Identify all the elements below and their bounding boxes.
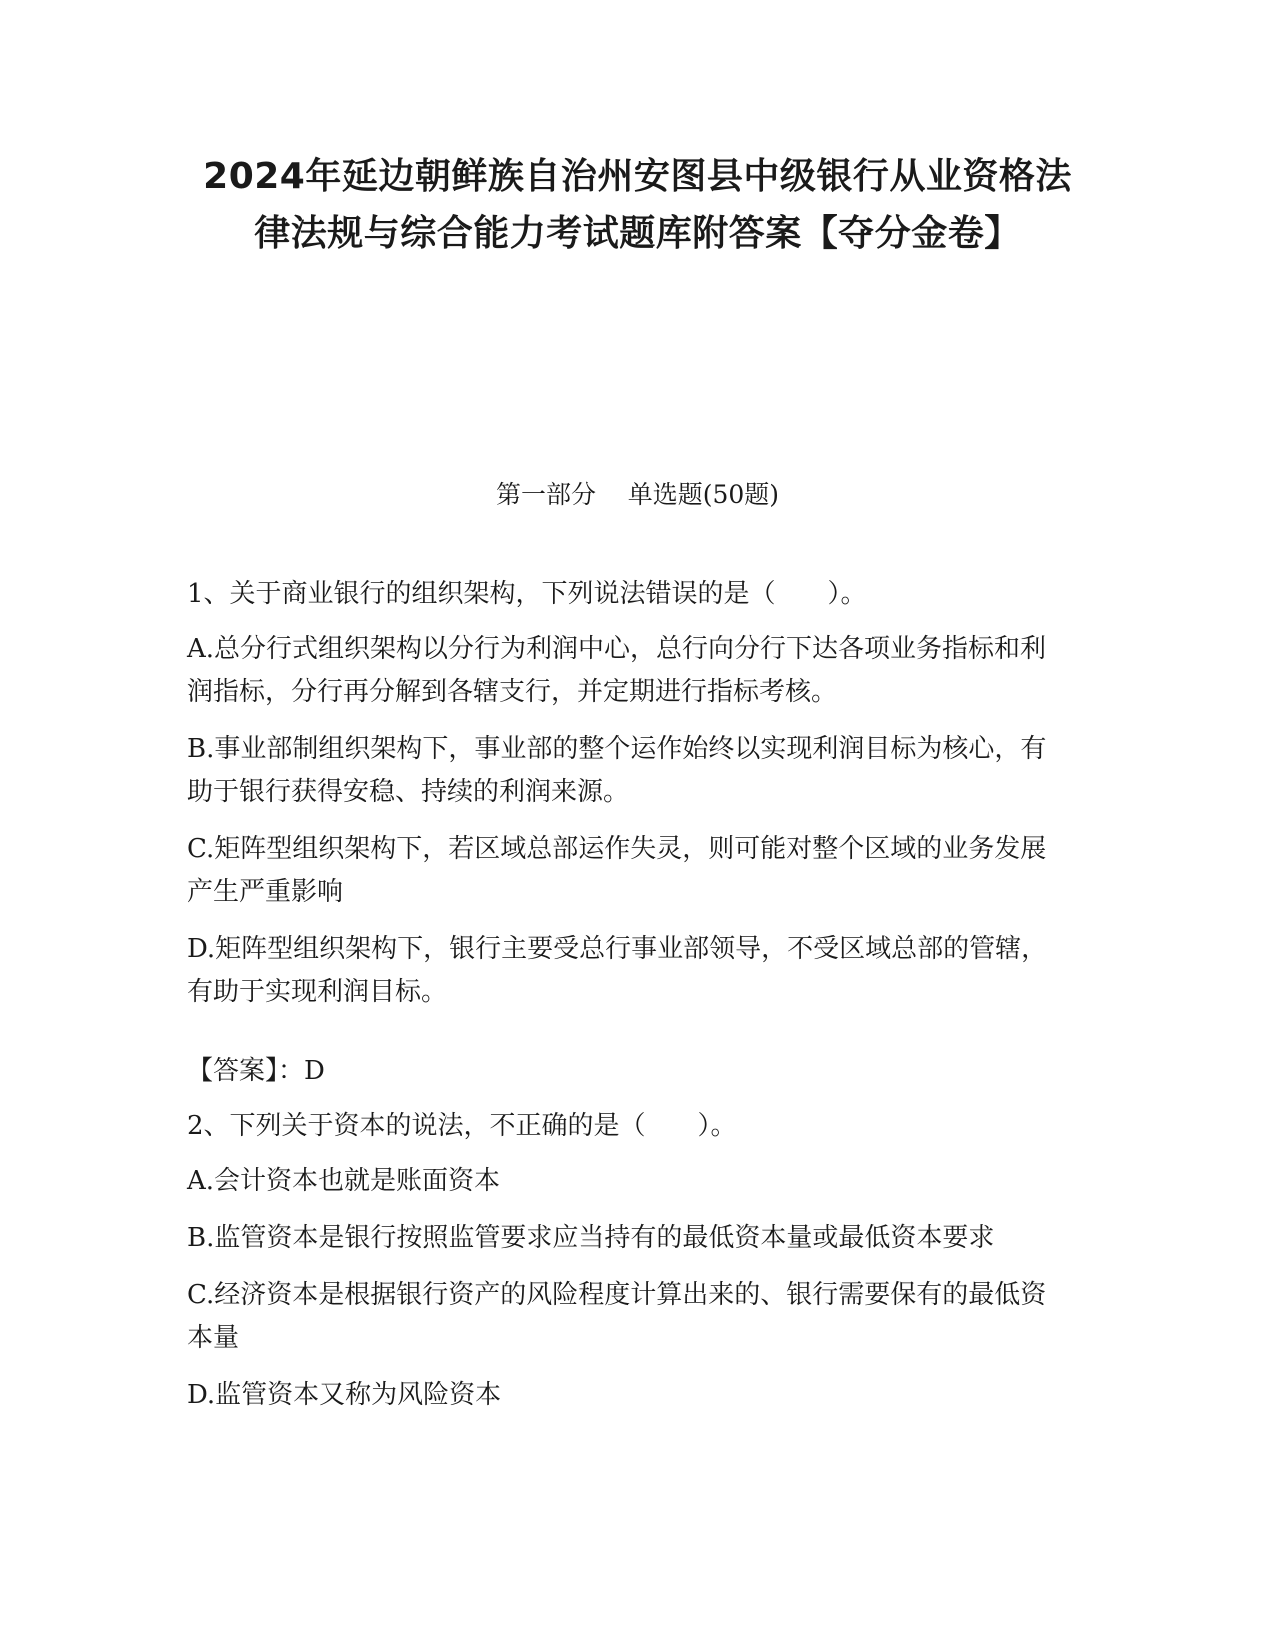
question-list [187, 573, 1067, 1431]
option-c: C.矩阵型组织架构下，若区域总部运作失灵，则可能对整个区域的业务发展产生严重影响 [187, 834, 1047, 907]
option-b: B.事业部制组织架构下，事业部的整个运作始终以实现利润目标为核心，有助于银行获得安稳、持续的利润来源。 [187, 734, 1047, 807]
option-b: B.监管资本是银行按照监管要求应当持有的最低资本量或最低资本要求 [187, 1223, 995, 1253]
question-2 [187, 1105, 1067, 1417]
document-title: 2024年延边朝鲜族自治州安图县中级银行从业资格法律法规与综合能力考试题库附答案【夺分金卷】 [203, 156, 1072, 254]
question-stem: 2、下列关于资本的说法，不正确的是（ ）。 [187, 1111, 737, 1141]
section-heading: 第一部分 单选题(50题) [495, 480, 780, 509]
option-a: A.总分行式组织架构以分行为利润中心，总行向分行下达各项业务指标和利润指标，分行再分解到各辖支行，并定期进行指标考核。 [187, 634, 1047, 707]
answer-label: 【答案】：D [187, 1056, 325, 1086]
question-1 [187, 573, 1067, 1093]
question-stem: 1、关于商业银行的组织架构，下列说法错误的是（ ）。 [187, 579, 867, 609]
option-d: D.监管资本又称为风险资本 [187, 1380, 502, 1410]
option-d: D.矩阵型组织架构下，银行主要受总行事业部领导，不受区域总部的管辖，有助于实现利润目标。 [187, 934, 1048, 1007]
option-a: A.会计资本也就是账面资本 [187, 1166, 501, 1196]
option-c: C.经济资本是根据银行资产的风险程度计算出来的、银行需要保有的最低资本量 [187, 1280, 1047, 1353]
